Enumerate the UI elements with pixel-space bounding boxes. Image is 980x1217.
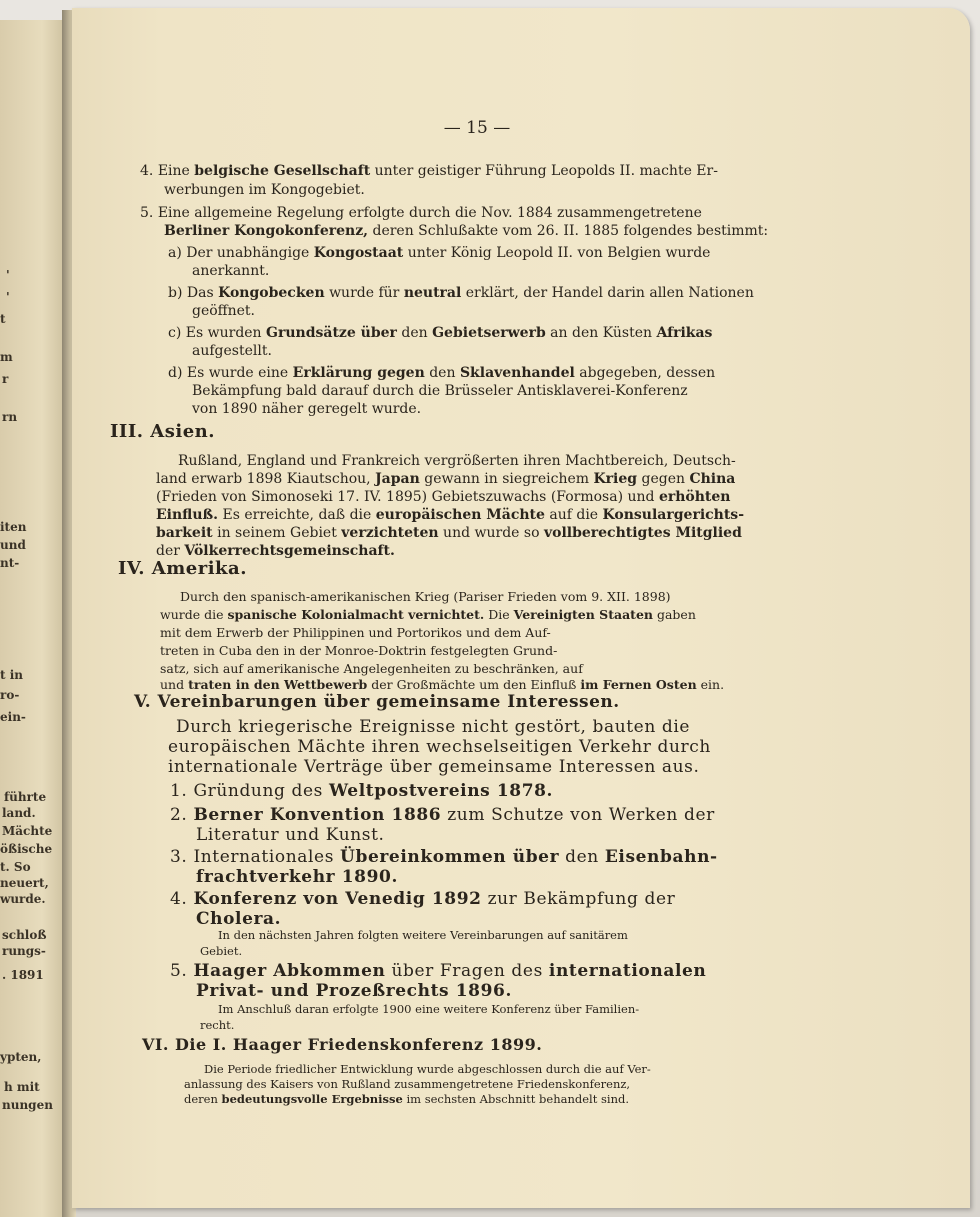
left-page-fragment: ': [6, 290, 10, 304]
amerika-line-1: Durch den spanisch-amerikanischen Krieg (Pariser Frieden vom 9. XII. 1898): [180, 589, 671, 604]
asien-line-3: (Frieden von Simonoseki 17. IV. 1895) Gebietszuwachs (Formosa) und erhöhten: [156, 489, 731, 505]
left-page-fragment: ': [6, 268, 10, 282]
left-page-fragment: t in: [0, 668, 24, 682]
item-b-line-2: geöffnet.: [192, 303, 255, 319]
asien-line-6: der Völkerrechtsgemeinschaft.: [156, 543, 395, 559]
asien-line-1: Rußland, England und Frankreich vergrößerten ihren Machtbereich, Deutsch-: [178, 453, 736, 469]
amerika-line-2: wurde die spanische Kolonialmacht vernichtet. Die Vereinigten Staaten gaben: [160, 607, 696, 622]
left-page-fragment: m: [0, 350, 13, 364]
asien-line-4: Einfluß. Es erreichte, daß die europäischen Mächte auf die Konsulargerichts-: [156, 507, 745, 523]
sec5-item-4-line-1: 4. Konferenz von Venedig 1892 zur Bekämpfung der: [170, 889, 676, 909]
item-a-line-2: anerkannt.: [192, 263, 270, 279]
item-5-line-1: 5. Eine allgemeine Regelung erfolgte durch die Nov. 1884 zusammengetretene: [140, 205, 702, 221]
sec5-item-5-note-2: recht.: [200, 1018, 235, 1032]
book-page: [72, 8, 970, 1208]
left-page-fragment: r: [2, 372, 9, 386]
sec5-item-4-note-2: Gebiet.: [200, 944, 243, 958]
sec5-item-1: 1. Gründung des Weltpostvereins 1878.: [170, 781, 554, 801]
left-page-fragment: ypten,: [0, 1050, 42, 1064]
item-4-line-2: werbungen im Kongogebiet.: [164, 182, 365, 198]
item-b-line-1: b) Das Kongobecken wurde für neutral erklärt, der Handel darin allen Nationen: [168, 285, 754, 301]
item-c-line-2: aufgestellt.: [192, 343, 272, 359]
amerika-line-5: satz, sich auf amerikanische Angelegenheiten zu beschränken, auf: [160, 661, 583, 676]
left-page-fragment: neuert,: [0, 876, 49, 890]
item-4-line-1: 4. Eine belgische Gesellschaft unter geistiger Führung Leopolds II. machte Er-: [140, 163, 718, 179]
sec5-para-2: europäischen Mächte ihren wechselseitigen Verkehr durch: [168, 737, 711, 757]
left-page-fragment: und: [0, 538, 26, 552]
item-d-line-3: von 1890 näher geregelt wurde.: [192, 401, 422, 417]
amerika-line-6: und traten in den Wettbewerb der Großmächte um den Einfluß im Fernen Osten ein.: [160, 677, 725, 692]
asien-line-5: barkeit in seinem Gebiet verzichteten und wurde so vollberechtigtes Mitglied: [156, 525, 742, 541]
item-5-line-2: Berliner Kongokonferenz, deren Schlußakte vom 26. II. 1885 folgendes bestimmt:: [164, 223, 769, 239]
left-page-fragment: t: [0, 312, 6, 326]
left-page-fragment: . 1891: [2, 968, 44, 982]
left-page-fragment: nt-: [0, 556, 20, 570]
heading-asien: III. Asien.: [110, 421, 216, 442]
item-d-line-1: d) Es wurde eine Erklärung gegen den Sklavenhandel abgegeben, dessen: [168, 365, 716, 381]
page-number: — 15 —: [443, 118, 511, 138]
left-page-fragment: schloß: [2, 928, 47, 942]
amerika-line-4: treten in Cuba den in der Monroe-Doktrin festgelegten Grund-: [160, 643, 558, 658]
sec5-item-4-note-1: In den nächsten Jahren folgten weitere Vereinbarungen auf sanitärem: [218, 928, 628, 942]
heading-amerika: IV. Amerika.: [118, 558, 247, 579]
left-page-fragment: rungs-: [2, 944, 46, 958]
sec5-item-2-line-2: Literatur und Kunst.: [196, 825, 385, 845]
sec6-line-2: anlassung des Kaisers von Rußland zusammengetretene Friedenskonferenz,: [184, 1077, 631, 1091]
left-page-fragment: ro-: [0, 688, 20, 702]
heading-haager-friedenskonferenz: VI. Die I. Haager Friedenskonferenz 1899.: [142, 1035, 543, 1054]
left-page-fragment: h mit: [4, 1080, 40, 1094]
left-page-fragment: ößische: [0, 842, 53, 856]
left-page-fragment: t. So: [0, 860, 31, 874]
sec5-item-4-line-2: Cholera.: [196, 909, 282, 929]
sec5-item-5-note-1: Im Anschluß daran erfolgte 1900 eine weitere Konferenz über Familien-: [218, 1002, 640, 1016]
amerika-line-3: mit dem Erwerb der Philippinen und Portorikos und dem Auf-: [160, 625, 551, 640]
left-page-fragment: nungen: [2, 1098, 53, 1112]
left-page-fragment: ein-: [0, 710, 26, 724]
sec5-para-3: internationale Verträge über gemeinsame Interessen aus.: [168, 757, 700, 777]
asien-line-2: land erwarb 1898 Kiautschou, Japan gewann in siegreichem Krieg gegen China: [156, 471, 736, 487]
left-page-fragment: wurde.: [0, 892, 46, 906]
left-page-fragment: Mächte: [2, 824, 53, 838]
sec6-line-3: deren bedeutungsvolle Ergebnisse im sechsten Abschnitt behandelt sind.: [184, 1092, 630, 1106]
item-a-line-1: a) Der unabhängige Kongostaat unter König Leopold II. von Belgien wurde: [168, 245, 711, 261]
heading-vereinbarungen: V. Vereinbarungen über gemeinsame Interessen.: [134, 692, 620, 712]
sec5-item-3-line-1: 3. Internationales Übereinkommen über den Eisenbahn-: [170, 847, 718, 867]
item-c-line-1: c) Es wurden Grundsätze über den Gebietserwerb an den Küsten Afrikas: [168, 325, 713, 341]
sec5-item-2-line-1: 2. Berner Konvention 1886 zum Schutze von Werken der: [170, 805, 715, 825]
item-d-line-2: Bekämpfung bald darauf durch die Brüsseler Antisklaverei-Konferenz: [192, 383, 688, 399]
sec5-para-1: Durch kriegerische Ereignisse nicht gestört, bauten die: [176, 717, 691, 737]
sec5-item-5-line-2: Privat- und Prozeßrechts 1896.: [196, 981, 512, 1001]
left-page-fragment: rn: [2, 410, 18, 424]
sec5-item-3-line-2: frachtverkehr 1890.: [196, 867, 398, 887]
left-page-fragment: iten: [0, 520, 27, 534]
sec6-line-1: Die Periode friedlicher Entwicklung wurde abgeschlossen durch die auf Ver-: [204, 1062, 651, 1076]
left-page-fragment: land.: [2, 806, 36, 820]
left-page-fragment: führte: [4, 790, 47, 804]
sec5-item-5-line-1: 5. Haager Abkommen über Fragen des internationalen: [170, 961, 707, 981]
left-page-edge: [0, 20, 70, 1217]
